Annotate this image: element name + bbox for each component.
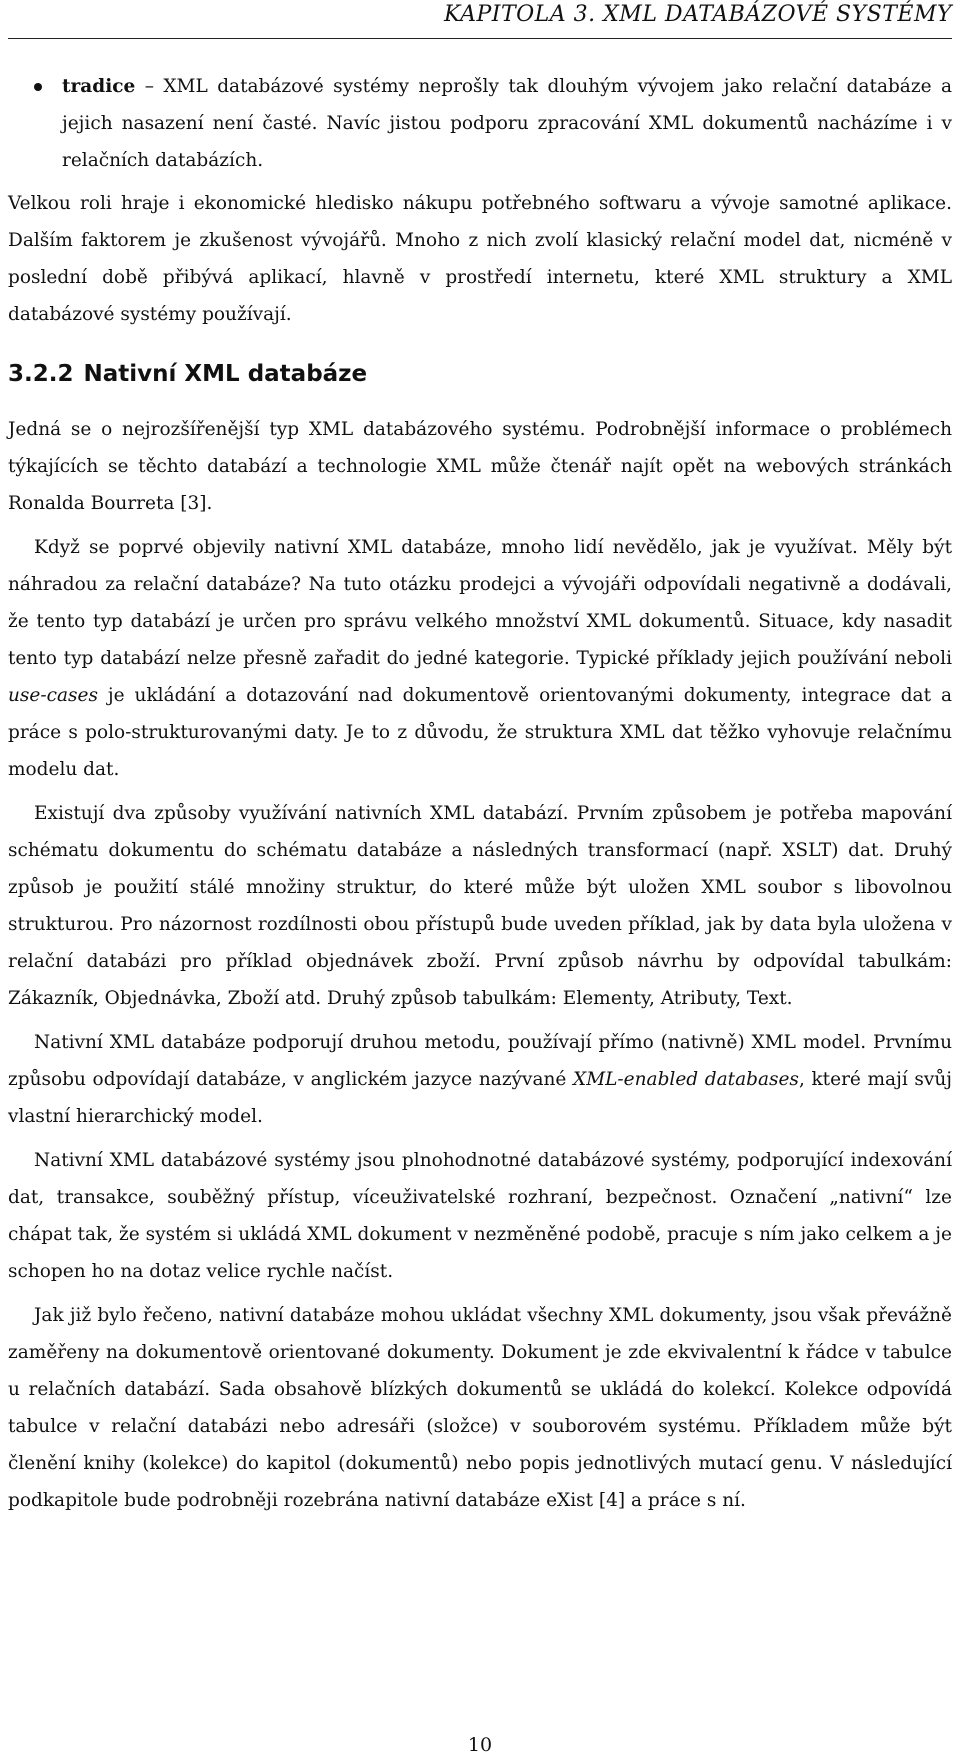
running-header: KAPITOLA 3. XML DATABÁZOVÉ SYSTÉMY: [444, 2, 952, 27]
page-content: [8, 68, 952, 1526]
paragraph-2-emphasis: use-cases: [8, 685, 98, 706]
section-title: Nativní XML databáze: [83, 361, 368, 387]
bullet-term: tradice: [62, 76, 136, 97]
bullet-dot-icon: [34, 83, 42, 91]
bullet-text: – XML databázové systémy neprošly tak dlouhým vývojem jako relační databáze a jejich nasazení není časté. Navíc jistou podporu zpracování XML dokumentů nacházíme i v relačních databázích.: [62, 76, 952, 171]
paragraph-4: [8, 1024, 952, 1135]
paragraph-intro: Velkou roli hraje i ekonomické hledisko nákupu potřebného softwaru a vývoje samotné aplikace. Dalším faktorem je zkušenost vývojářů. Mnoho z nich zvolí klasický relační model dat, nicméně v poslední době přibývá aplikací, hlavně v prostředí internetu, které XML struktury a XML databázové systémy používají.: [8, 193, 952, 325]
paragraph-4-text-a: Nativní XML databáze podporují druhou metodu, používají přímo (nativně) XML model. Prvnímu způsobu odpovídají databáze, v anglickém jazyce nazývané: [8, 1032, 952, 1090]
paragraph-5: Nativní XML databázové systémy jsou plnohodnotné databázové systémy, podporující indexování dat, transakce, souběžný přístup, víceuživatelské rozhraní, bezpečnost. Označení „nativní“ lze chápat tak, že systém si ukládá XML dokument v nezměněné podobě, pracuje s ním jako celkem a je schopen ho na dotaz velice rychle načíst.: [8, 1150, 952, 1282]
header-rule: [8, 38, 952, 39]
bullet-item: [8, 68, 952, 179]
paragraph-2: [8, 529, 952, 788]
paragraph-2-text-b: je ukládání a dotazování nad dokumentově orientovanými dokumenty, integrace dat a práce s polo-strukturovanými daty. Je to z důvodu, že struktura XML dat těžko vyhovuje relačnímu modelu dat.: [8, 685, 952, 780]
section-number: 3.2.2: [8, 361, 74, 387]
paragraph-1: Jedná se o nejrozšířenější typ XML databázového systému. Podrobnější informace o problémech týkajících se těchto databází a technologie XML může čtenář najít opět na webových stránkách Ronalda Bourreta [3].: [8, 419, 952, 514]
section-heading: [8, 359, 952, 389]
paragraph-4-emphasis: XML-enabled databases: [573, 1069, 799, 1090]
page-number: 10: [467, 1734, 493, 1756]
paragraph-3: Existují dva způsoby využívání nativních XML databází. Prvním způsobem je potřeba mapování schématu dokumentu do schématu databáze a následných transformací (např. XSLT) dat. Druhý způsob je použití stálé množiny struktur, do které může být uložen XML soubor s libovolnou strukturou. Pro názornost rozdílnosti obou přístupů bude uveden příklad, jak by data byla uložena v relační databázi pro příklad objednávek zboží. První způsob návrhu by odpovídal tabulkám: Zákazník, Objednávka, Zboží atd. Druhý způsob tabulkám: Elementy, Atributy, Text.: [8, 803, 952, 1009]
paragraph-2-text-a: Když se poprvé objevily nativní XML databáze, mnoho lidí nevědělo, jak je využívat. Měly být náhradou za relační databáze? Na tuto otázku prodejci a vývojáři odpovídali negativně a dodávali, že tento typ databází je určen pro správu velkého množství XML dokumentů. Situace, kdy nasadit tento typ databází nelze přesně zařadit do jedné kategorie. Typické příklady jejich používání neboli: [8, 537, 952, 669]
paragraph-4-text-b: , které mají svůj vlastní hierarchický model.: [8, 1069, 952, 1127]
paragraph-6: Jak již bylo řečeno, nativní databáze mohou ukládat všechny XML dokumenty, jsou však převážně zaměřeny na dokumentově orientované dokumenty. Dokument je zde ekvivalentní k řádce v tabulce u relačních databází. Sada obsahově blízkých dokumentů se ukládá do kolekcí. Kolekce odpovídá tabulce v relační databázi nebo adresáři (složce) v souborovém systému. Příkladem může být členění knihy (kolekce) do kapitol (dokumentů) nebo popis jednotlivých mutací genu. V následující podkapitole bude podrobněji rozebrána nativní databáze eXist [4] a práce s ní.: [8, 1305, 952, 1511]
